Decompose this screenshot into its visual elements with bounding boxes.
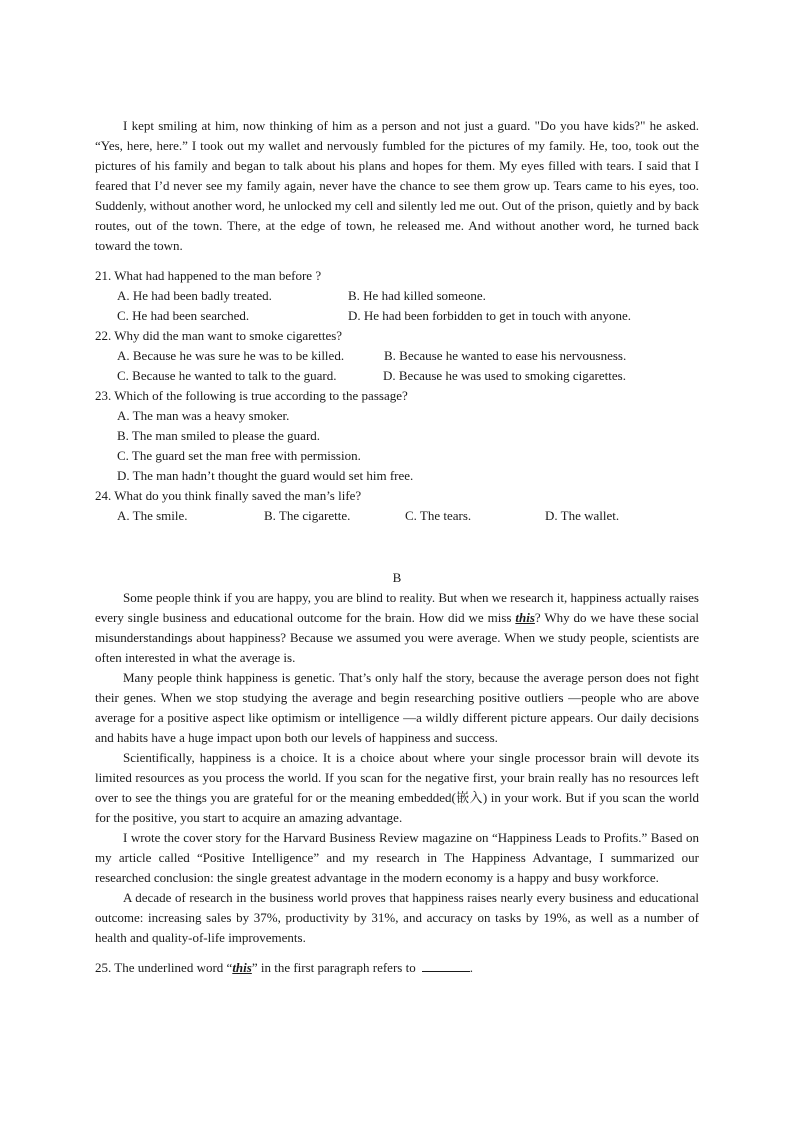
options-row — [95, 366, 699, 386]
options-row — [95, 286, 699, 306]
option-b: B. The man smiled to please the guard. — [117, 428, 321, 443]
answer-blank[interactable] — [422, 958, 470, 972]
question-24 — [95, 486, 699, 526]
options-row — [95, 346, 699, 366]
passage-b-paragraph-3: Scientifically, happiness is a choice. It is a choice about where your single processor brain will devote its limited resources as you process the world. If you scan for the negative first, your brain really has no resources left over to see the things you are grateful for or the meaning embedded(嵌入) in your work. But if you scan the world for the positive, you start to acquire an amazing advantage. — [95, 750, 699, 825]
option-a: A. The smile. — [117, 508, 188, 523]
question-22 — [95, 326, 699, 386]
question-stem: 21. What had happened to the man before ? — [95, 268, 322, 283]
option-a: A. Because he was sure he was to be killed. — [117, 348, 345, 363]
underlined-word: this — [232, 960, 252, 975]
options-row — [95, 506, 699, 526]
option-c: C. The guard set the man free with permission. — [117, 448, 361, 463]
option-b: B. The cigarette. — [264, 508, 351, 523]
option-b: B. Because he wanted to ease his nervousness. — [384, 348, 627, 363]
option-a: A. He had been badly treated. — [117, 288, 272, 303]
option-d: D. He had been forbidden to get in touch with anyone. — [348, 308, 632, 323]
option-c: C. Because he wanted to talk to the guard. — [117, 368, 337, 383]
passage-b-paragraph-5: A decade of research in the business world proves that happiness raises nearly every business and educational outcome: increasing sales by 37%, productivity by 31%, and accuracy on tasks by 19%, as well as a number of health and quality-of-life improvements. — [95, 890, 699, 945]
option-c: C. The tears. — [405, 508, 472, 523]
passage-b-paragraph-4: I wrote the cover story for the Harvard Business Review magazine on “Happiness Leads to Profits.” Based on my article called “Positive Intelligence” and my research in The Happiness Advantage, I summarized our researched conclusion: the single greatest advantage in the modern economy is a happy and busy workforce. — [95, 830, 699, 885]
passage-b-paragraph-2: Many people think happiness is genetic. That’s only half the story, because the average person does not fight their genes. When we stop studying the average and begin researching positive outliers —people who are above average for a positive aspect like optimism or intelligence —a wildly different picture appears. Our daily decisions and habits have a huge impact upon both our levels of happiness and success. — [95, 670, 699, 745]
question-stem: 24. What do you think finally saved the man’s life? — [95, 488, 362, 503]
question-23 — [95, 386, 699, 486]
question-stem: 23. Which of the following is true according to the passage? — [95, 388, 408, 403]
option-a: A. The man was a heavy smoker. — [117, 408, 290, 423]
option-d: D. The man hadn’t thought the guard would set him free. — [117, 468, 414, 483]
option-c: C. He had been searched. — [117, 308, 250, 323]
question-stem: 22. Why did the man want to smoke cigarettes? — [95, 328, 343, 343]
question-21 — [95, 266, 699, 326]
passage-a-paragraph: I kept smiling at him, now thinking of him as a person and not just a guard. "Do you have kids?" he asked. “Yes, here, here.” I took out my wallet and nervously fumbled for the pictures of my family. He, too, took out the pictures of his family and began to talk about his plans and hopes for them. My eyes filled with tears. I said that I feared that I’d never see my family again, never have the chance to see them grow up. Tears came to his eyes, too. Suddenly, without another word, he unlocked my cell and silently led me out. Out of the prison, quietly and by back routes, out of the town. There, at the edge of town, he released me. And without another word, he turned back toward the town. — [95, 118, 699, 253]
options-row — [95, 306, 699, 326]
document-content — [95, 116, 699, 978]
question-25: 25. The underlined word “this” in the first paragraph refers to . — [95, 960, 473, 975]
option-d: D. The wallet. — [545, 508, 620, 523]
option-b: B. He had killed someone. — [348, 288, 486, 303]
option-d: D. Because he was used to smoking cigarettes. — [383, 368, 626, 383]
section-b-title: B — [392, 570, 402, 585]
underlined-word: this — [515, 610, 535, 625]
passage-b-paragraph-1: Some people think if you are happy, you are blind to reality. But when we research it, happiness actually raises every single business and educational outcome for the brain. How did we miss this? Why do we have these social misunderstandings about happiness? Because we assumed you were average. When we study people, scientists are often interested in what the average is. — [95, 590, 699, 665]
